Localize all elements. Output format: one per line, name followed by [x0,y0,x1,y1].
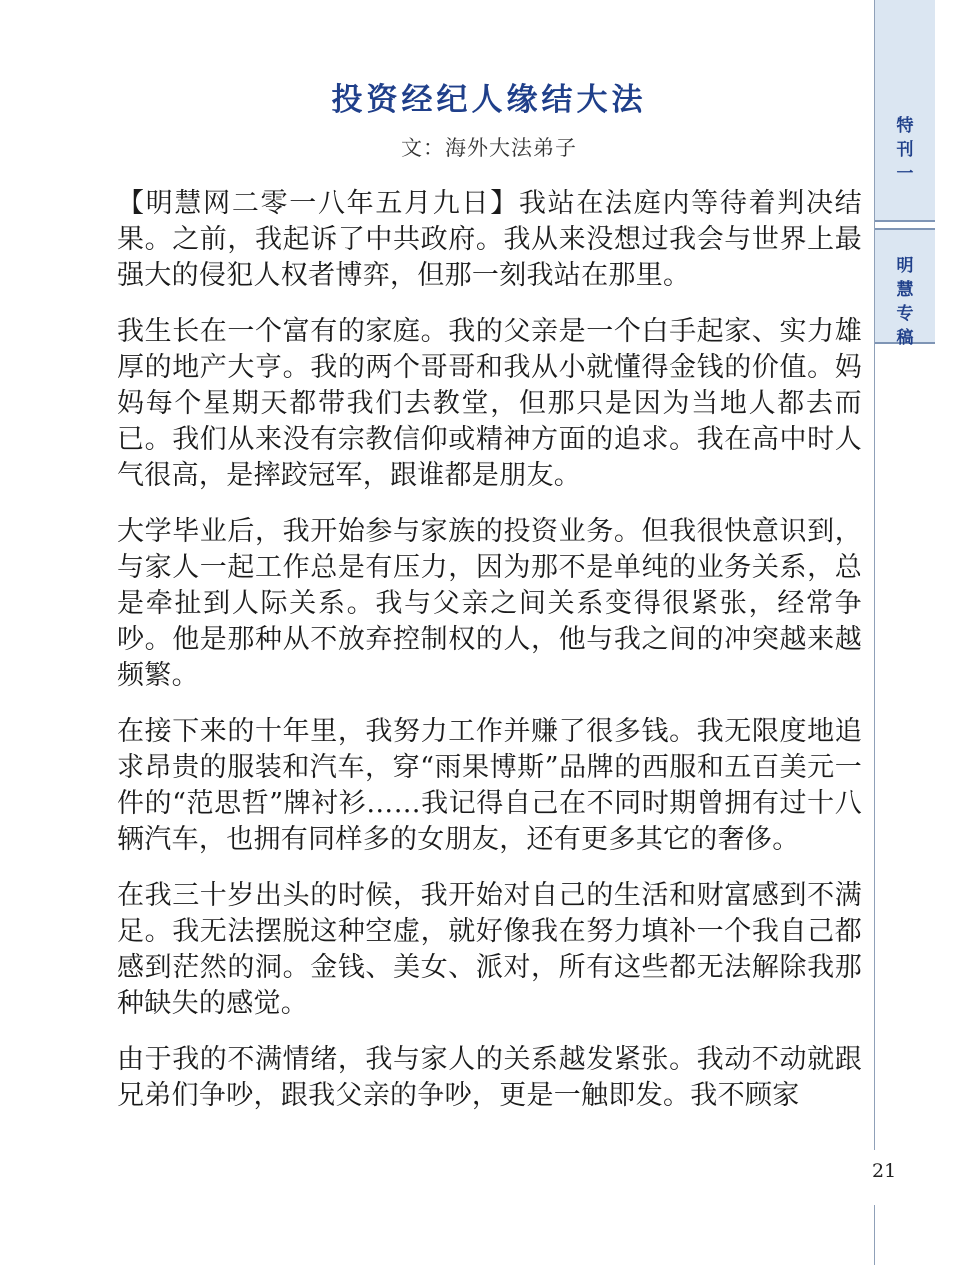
article-byline: 文：海外大法弟子 [401,136,577,160]
page-number: 21 [872,1160,897,1182]
tab-char: 一 [896,164,914,184]
tab-char: 慧 [896,280,914,300]
article-paragraph: 大学毕业后，我开始参与家族的投资业务。但我很快意识到，与家人一起工作总是有压力，因为那不是单纯的业务关系，总是牵扯到人际关系。我与父亲之间关系变得很紧张，经常争吵。他是那种从不放弃控制权的人，他与我之间的冲突越来越频繁。 [117,516,862,691]
tab-char: 刊 [896,140,914,160]
article-paragraph: 由于我的不满情绪，我与家人的关系越发紧张。我动不动就跟兄弟们争吵，跟我父亲的争吵，更是一触即发。我不顾家 [117,1044,862,1111]
side-tab-bar [874,0,978,1265]
tab-char: 专 [896,304,914,324]
tab-char: 明 [896,256,914,276]
tab-minghui-manuscript [875,228,935,348]
article-paragraph: 我生长在一个富有的家庭。我的父亲是一个白手起家、实力雄厚的地产大亨。我的两个哥哥和我从小就懂得金钱的价值。妈妈每个星期天都带我们去教堂，但那只是因为当地人都去而已。我们从来没有宗教信仰或精神方面的追求。我在高中时人气很高，是摔跤冠军，跟谁都是朋友。 [117,316,862,491]
article-title: 投资经纪人缘结大法 [331,82,647,118]
tab-char: 特 [896,116,914,136]
article-paragraph: 【明慧网二零一八年五月九日】我站在法庭内等待着判决结果。之前，我起诉了中共政府。我从来没想过我会与世界上最强大的侵犯人权者博弈，但那一刻我站在那里。 [117,188,862,291]
article-paragraph: 在接下来的十年里，我努力工作并赚了很多钱。我无限度地追求昂贵的服装和汽车，穿“雨果博斯”品牌的西服和五百美元一件的“范思哲”牌衬衫……我记得自己在不同时期曾拥有过十八辆汽车，也拥有同样多的女朋友，还有更多其它的奢侈。 [117,716,862,855]
article-paragraph: 在我三十岁出头的时候，我开始对自己的生活和财富感到不满足。我无法摆脱这种空虚，就好像我在努力填补一个我自己都感到茫然的洞。金钱、美女、派对，所有这些都无法解除我那种缺失的感觉。 [117,880,862,1019]
margin-rule-bottom [874,1205,875,1265]
tab-char: 稿 [896,328,914,348]
article-body [117,186,862,1152]
